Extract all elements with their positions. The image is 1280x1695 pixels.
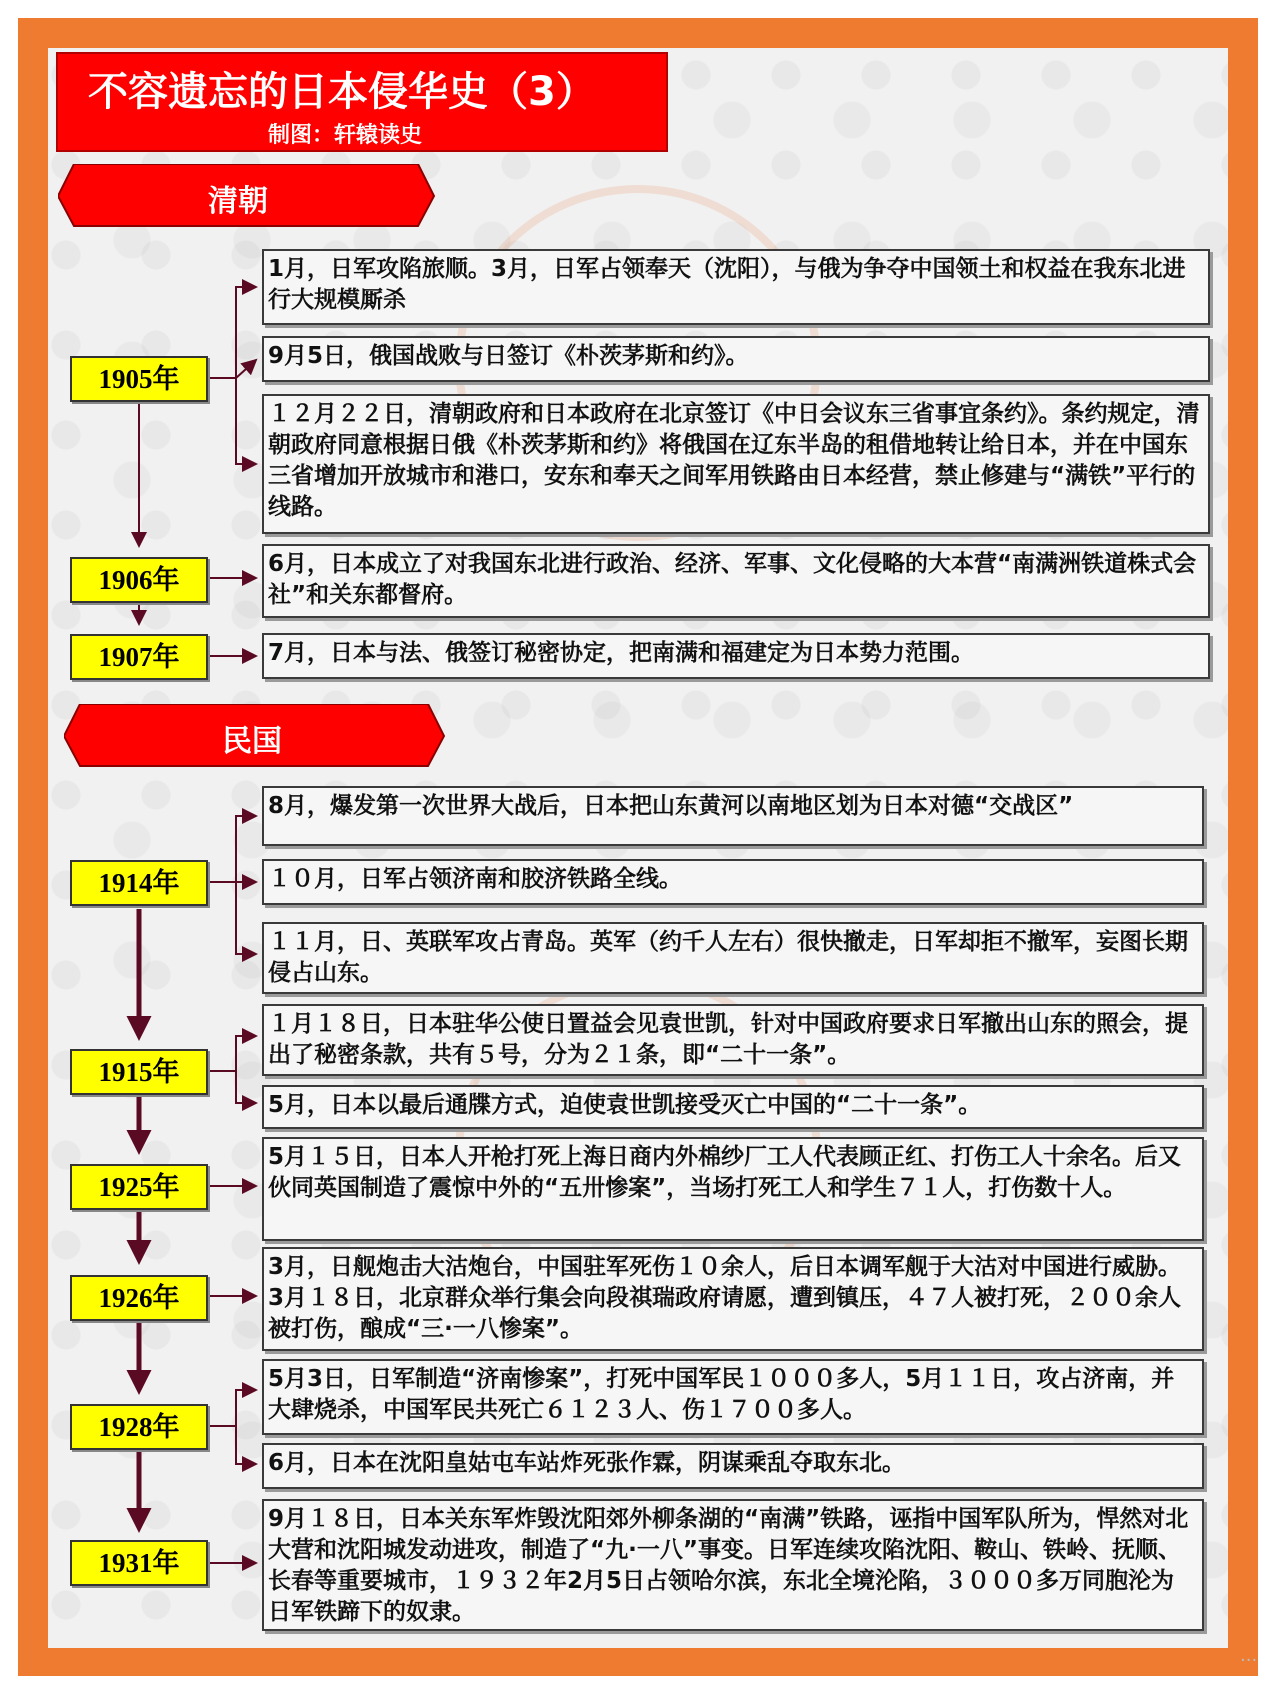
more-icon[interactable]: ...	[1240, 1645, 1258, 1666]
year-label: 1905年	[70, 356, 208, 402]
year-label: 1907年	[70, 634, 208, 680]
era-label: 清朝	[208, 184, 268, 219]
branch-connector	[208, 1036, 256, 1071]
event-box: １１月，日、英联军攻占青岛。英军（约千人左右）很快撤走，日军却拒不撤军，妄图长期侵占山东。	[262, 922, 1204, 994]
event-box: 8月，爆发第一次世界大战后，日本把山东黄河以南地区划为日本对德“交战区”	[262, 786, 1204, 846]
branch-connector	[208, 1390, 256, 1426]
year-label: 1926年	[70, 1275, 208, 1321]
event-box: 6月，日本在沈阳皇姑屯车站炸死张作霖，阴谋乘乱夺取东北。	[262, 1443, 1204, 1489]
page-title: 不容遗忘的日本侵华史（3）	[88, 69, 596, 115]
branch-connector	[236, 882, 256, 954]
year-label: 1915年	[70, 1049, 208, 1095]
branch-connector	[236, 360, 256, 378]
event-box: 3月，日舰炮击大沽炮台，中国驻军死伤１０余人，后日本调军舰于大沽对中国进行威胁。3月１８日，北京群众举行集会向段祺瑞政府请愿，遭到镇压，４７人被打死，２００余人被打伤，酿成“三·一八惨案”。	[262, 1247, 1204, 1351]
branch-connector	[208, 287, 256, 378]
event-box: １２月２２日，清朝政府和日本政府在北京签订《中日会议东三省事宜条约》。条约规定，清朝政府同意根据日俄《朴茨茅斯和约》将俄国在辽东半岛的租借地转让给日本，并在中国东三省增加开放城市和港口，安东和奉天之间军用铁路由日本经营，禁止修建与“满铁”平行的线路。	[262, 394, 1210, 534]
branch-connector	[236, 1071, 256, 1103]
branch-connector	[236, 378, 256, 464]
event-box: 5月，日本以最后通牒方式，迫使袁世凯接受灭亡中国的“二十一条”。	[262, 1085, 1204, 1129]
event-box: 5月3日，日军制造“济南惨案”，打死中国军民１０００多人，5月１１日，攻占济南，并大肆烧杀，中国军民共死亡６１２３人、伤１７００多人。	[262, 1359, 1204, 1435]
year-label: 1914年	[70, 860, 208, 906]
year-label: 1925年	[70, 1164, 208, 1210]
year-label: 1928年	[70, 1404, 208, 1450]
branch-connector	[208, 816, 256, 882]
year-label: 1906年	[70, 557, 208, 603]
event-box: 1月，日军攻陷旅顺。3月，日军占领奉天（沈阳），与俄为争夺中国领土和权益在我东北进行大规模厮杀	[262, 249, 1210, 325]
branch-connector	[236, 1426, 256, 1464]
event-box: １月１８日，日本驻华公使日置益会见袁世凯，针对中国政府要求日军撤出山东的照会，提出了秘密条款，共有５号，分为２１条，即“二十一条”。	[262, 1004, 1204, 1076]
event-box: 5月１５日，日本人开枪打死上海日商内外棉纱厂工人代表顾正红、打伤工人十余名。后又伙同英国制造了震惊中外的“五卅惨案”，当场打死工人和学生７１人，打伤数十人。	[262, 1137, 1204, 1241]
year-label: 1931年	[70, 1540, 208, 1586]
event-box: 9月5日，俄国战败与日签订《朴茨茅斯和约》。	[262, 336, 1210, 382]
event-box: 6月，日本成立了对我国东北进行政治、经济、军事、文化侵略的大本营“南满洲铁道株式会社”和关东都督府。	[262, 544, 1210, 618]
event-box: 7月，日本与法、俄签订秘密协定，把南满和福建定为日本势力范围。	[262, 633, 1210, 679]
page-subtitle: 制图：轩辕读史	[268, 123, 423, 148]
era-label: 民国	[222, 724, 282, 759]
event-box: １０月，日军占领济南和胶济铁路全线。	[262, 859, 1204, 905]
event-box: 9月１８日，日本关东军炸毁沈阳郊外柳条湖的“南满”铁路，诬指中国军队所为，悍然对北大营和沈阳城发动进攻，制造了“九·一八”事变。日军连续攻陷沈阳、鞍山、铁岭、抚顺、长春等重要城市，１９３２年2月5日占领哈尔滨，东北全境沦陷，３０００多万同胞沦为日军铁蹄下的奴隶。	[262, 1499, 1204, 1631]
